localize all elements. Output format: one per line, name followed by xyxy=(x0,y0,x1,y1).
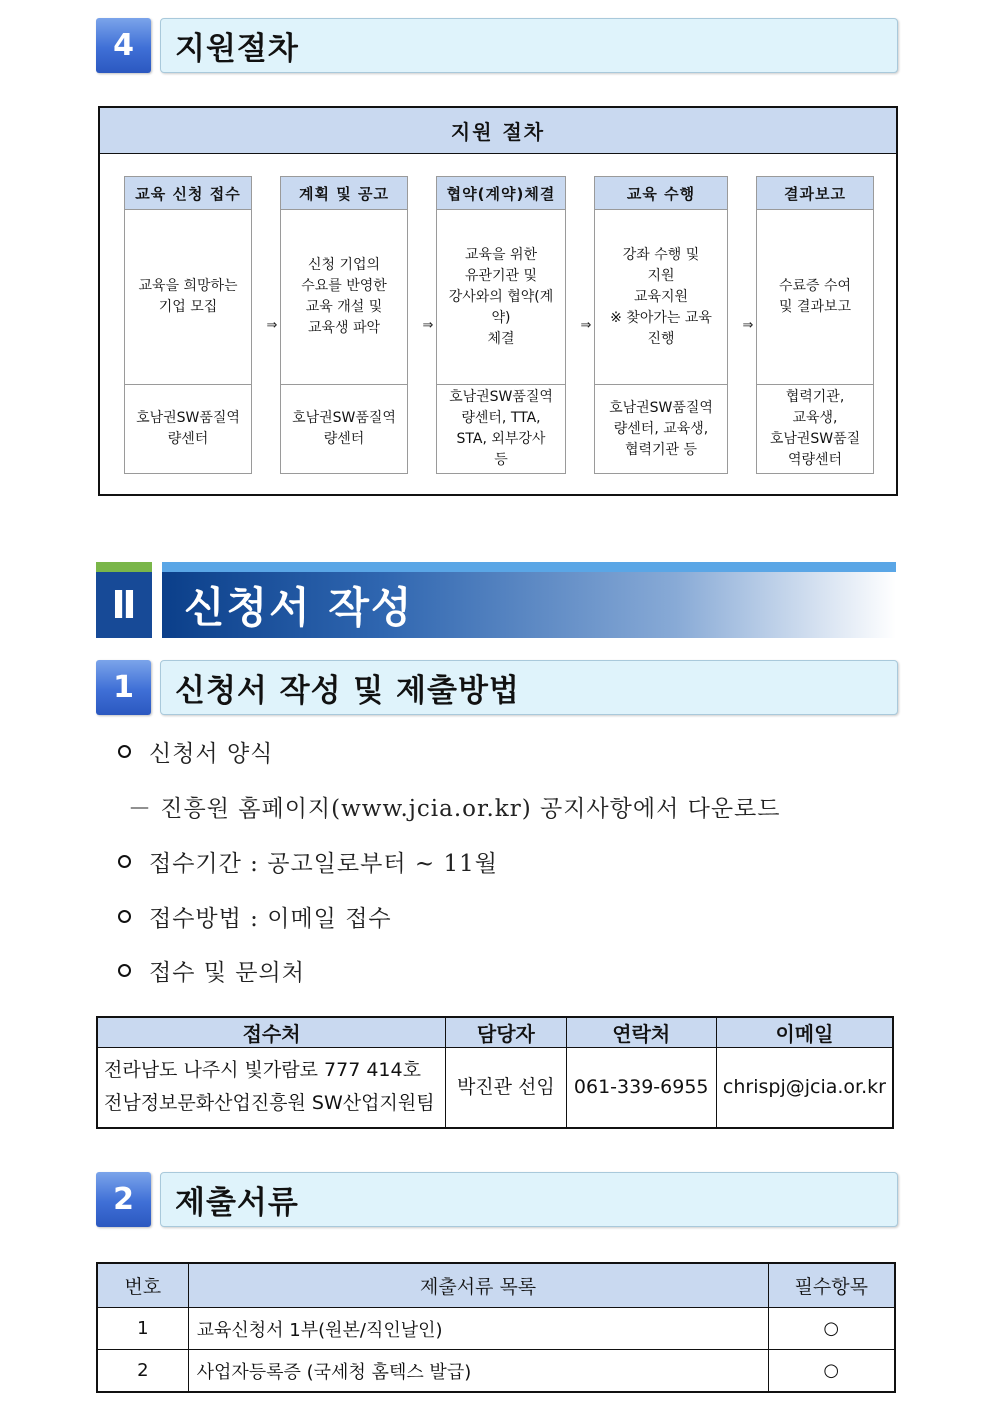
step-description: 교육을 위한 유관기관 및 강사와의 협약(계약) 체결 xyxy=(437,210,565,385)
procedure-diagram xyxy=(98,106,898,496)
bullet-text: － 진흥원 홈페이지(www.jcia.or.kr) 공지사항에서 다운로드 xyxy=(128,795,781,822)
table-row xyxy=(97,1308,895,1350)
section-number-badge: 1 xyxy=(96,660,151,715)
document-name: 교육신청서 1부(원본/직인날인) xyxy=(188,1308,768,1350)
procedure-step xyxy=(756,176,874,474)
step-organization: 호남권SW품질역 량센터 xyxy=(136,410,240,447)
bullet-item xyxy=(118,899,392,933)
column-header: 접수처 xyxy=(97,1017,446,1048)
person-cell: 박진관 선임 xyxy=(446,1048,566,1128)
step-title: 계획 및 공고 xyxy=(281,177,407,210)
bullet-text: 접수방법 : 이메일 접수 xyxy=(149,905,392,932)
chapter-number: Ⅱ xyxy=(96,572,152,638)
step-description: 교육을 희망하는 기업 모집 xyxy=(125,210,251,385)
address-cell xyxy=(97,1048,446,1128)
column-header: 연락처 xyxy=(566,1017,716,1048)
bullet-item xyxy=(118,734,273,768)
step-description: 수료증 수여 및 결과보고 xyxy=(757,210,873,385)
step-title: 협약(계약)체결 xyxy=(437,177,565,210)
step-description: 강좌 수행 및 지원 교육지원 ※ 찾아가는 교육 진행 xyxy=(595,210,727,385)
row-number: 2 xyxy=(97,1350,188,1393)
step-description: 신청 기업의 수요를 반영한 교육 개설 및 교육생 파악 xyxy=(281,210,407,385)
column-header: 이메일 xyxy=(716,1017,893,1048)
bullet-sub-item xyxy=(128,789,781,823)
banner-stripe xyxy=(96,562,152,572)
step-title: 교육 수행 xyxy=(595,177,727,210)
required-mark: ○ xyxy=(768,1308,895,1350)
required-mark: ○ xyxy=(768,1350,895,1393)
procedure-step xyxy=(124,176,252,474)
section-number-badge: 4 xyxy=(96,18,151,73)
section-title: 지원절차 xyxy=(160,18,898,73)
address-line: 전남정보문화산업진흥원 SW산업지원팀 xyxy=(104,1092,435,1115)
circle-bullet-icon xyxy=(118,745,131,758)
step-title: 교육 신청 접수 xyxy=(125,177,251,210)
column-header: 필수항목 xyxy=(768,1263,895,1308)
documents-table xyxy=(96,1262,896,1393)
table-header-row xyxy=(97,1017,893,1048)
section-title: 제출서류 xyxy=(160,1172,898,1227)
procedure-header: 지원 절차 xyxy=(100,108,896,154)
contact-table xyxy=(96,1016,894,1129)
bullet-item xyxy=(118,844,498,878)
bullet-text: 신청서 양식 xyxy=(149,740,274,767)
document-name: 사업자등록증 (국세청 홈텍스 발급) xyxy=(188,1350,768,1393)
procedure-step xyxy=(594,176,728,474)
table-row xyxy=(97,1048,893,1128)
step-organization: 호남권SW품질역 량센터, TTA, STA, 외부강사 등 xyxy=(449,389,553,468)
table-row xyxy=(97,1350,895,1393)
arrow-icon: ⇒ xyxy=(422,317,434,333)
address-line: 전라남도 나주시 빛가람로 777 414호 xyxy=(104,1059,421,1082)
arrow-icon: ⇒ xyxy=(742,317,754,333)
arrow-icon: ⇒ xyxy=(580,317,592,333)
row-number: 1 xyxy=(97,1308,188,1350)
column-header: 담당자 xyxy=(446,1017,566,1048)
table-header-row xyxy=(97,1263,895,1308)
step-organization: 호남권SW품질역 량센터, 교육생, 협력기관 등 xyxy=(609,399,713,458)
bullet-text: 접수 및 문의처 xyxy=(149,959,305,986)
step-title: 결과보고 xyxy=(757,177,873,210)
column-header: 번호 xyxy=(97,1263,188,1308)
chapter-title: 신청서 작성 xyxy=(162,572,896,638)
section-number-badge: 2 xyxy=(96,1172,151,1227)
circle-bullet-icon xyxy=(118,910,131,923)
banner-stripe xyxy=(162,562,896,572)
circle-bullet-icon xyxy=(118,964,131,977)
procedure-step xyxy=(280,176,408,474)
email-cell: chrispj@jcia.or.kr xyxy=(716,1048,893,1128)
column-header: 제출서류 목록 xyxy=(188,1263,768,1308)
procedure-step xyxy=(436,176,566,474)
phone-cell: 061-339-6955 xyxy=(566,1048,716,1128)
bullet-item xyxy=(118,953,305,987)
arrow-icon: ⇒ xyxy=(266,317,278,333)
circle-bullet-icon xyxy=(118,855,131,868)
bullet-text: 접수기간 : 공고일로부터 ~ 11월 xyxy=(149,850,498,877)
section-title: 신청서 작성 및 제출방법 xyxy=(160,660,898,715)
step-organization: 협력기관, 교육생, 호남권SW품질 역량센터 xyxy=(769,389,861,468)
step-organization: 호남권SW품질역 량센터 xyxy=(292,410,396,447)
